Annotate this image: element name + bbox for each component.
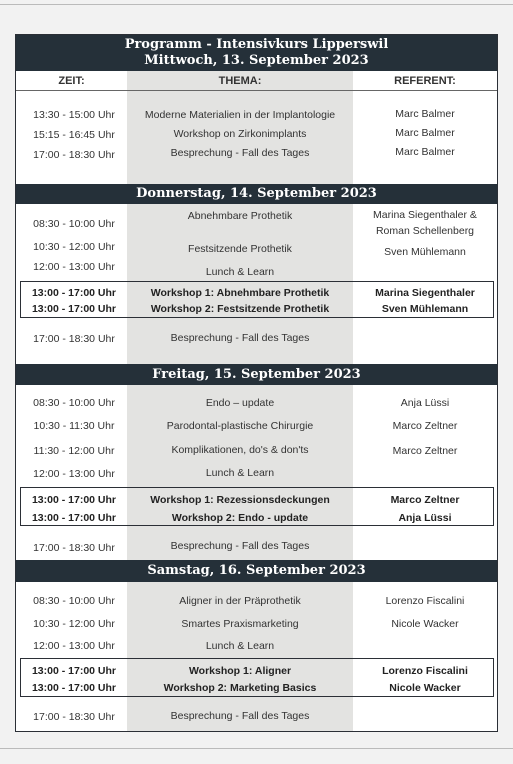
- speaker-cell: Marco Zeltner: [390, 494, 460, 506]
- speaker-cell: Marc Balmer: [395, 108, 455, 120]
- day-title-wed: Mittwoch, 13. September 2023: [144, 53, 369, 68]
- time-cell: 10:30 - 11:30 Uhr: [33, 420, 115, 432]
- time-cell: 08:30 - 10:00 Uhr: [33, 397, 115, 409]
- program-title: Programm - Intensivkurs Lipperswil: [124, 37, 389, 52]
- speaker-cell: Marco Zeltner: [392, 420, 458, 432]
- time-cell: 13:00 - 17:00 Uhr: [31, 682, 117, 694]
- time-cell: 12:00 - 13:00 Uhr: [33, 468, 115, 480]
- speaker-cell: Marc Balmer: [395, 127, 455, 139]
- topic-cell: Workshop 1: Rezessionsdeckungen: [150, 494, 330, 506]
- topic-cell: Workshop 2: Endo - update: [171, 512, 309, 524]
- speaker-cell: Nicole Wacker: [389, 682, 461, 694]
- topic-cell: Besprechung - Fall des Tages: [170, 147, 310, 159]
- day-header-fri: Freitag, 15. September 2023: [16, 364, 497, 385]
- topic-cell: Besprechung - Fall des Tages: [170, 332, 310, 344]
- time-cell: 08:30 - 10:00 Uhr: [33, 218, 115, 230]
- col-time-header: ZEIT:: [58, 75, 85, 87]
- topic-cell: Aligner in der Präprothetik: [179, 595, 301, 607]
- speaker-cell: Marco Zeltner: [392, 445, 458, 457]
- topic-cell: Workshop 1: Aligner: [188, 665, 292, 677]
- time-cell: 13:00 - 17:00 Uhr: [31, 494, 117, 506]
- speaker-cell: Marc Balmer: [395, 146, 455, 158]
- time-cell: 13:30 - 15:00 Uhr: [33, 109, 115, 121]
- topic-cell: Festsitzende Prothetik: [188, 243, 292, 255]
- speaker-cell: Sven Mühlemann: [381, 303, 469, 315]
- speaker-cell: Sven Mühlemann: [384, 246, 466, 258]
- column-headers: [16, 72, 497, 91]
- topic-cell: Workshop on Zirkonimplants: [173, 128, 307, 140]
- speaker-cell: Anja Lüssi: [398, 512, 452, 524]
- topic-cell: Workshop 2: Marketing Basics: [163, 682, 317, 694]
- topic-cell: Moderne Materialien in der Implantologie: [144, 109, 336, 121]
- time-cell: 17:00 - 18:30 Uhr: [33, 333, 115, 345]
- time-cell: 08:30 - 10:00 Uhr: [33, 595, 115, 607]
- topic-cell: Endo – update: [205, 397, 275, 409]
- speaker-cell: Lorenzo Fiscalini: [382, 665, 468, 677]
- speaker-cell: Nicole Wacker: [391, 618, 459, 630]
- topic-cell: Besprechung - Fall des Tages: [170, 540, 310, 552]
- topic-cell: Parodontal-plastische Chirurgie: [166, 420, 314, 432]
- speaker-cell: Marina Siegenthaler &: [373, 209, 477, 221]
- time-cell: 13:00 - 17:00 Uhr: [31, 665, 117, 677]
- col-speaker-header: REFERENT:: [394, 75, 456, 87]
- time-cell: 13:00 - 17:00 Uhr: [31, 512, 117, 524]
- time-cell: 13:00 - 17:00 Uhr: [31, 287, 117, 299]
- time-cell: 17:00 - 18:30 Uhr: [33, 542, 115, 554]
- time-cell: 12:00 - 13:00 Uhr: [33, 640, 115, 652]
- topic-cell: Lunch & Learn: [205, 640, 275, 652]
- day-header-sat: Samstag, 16. September 2023: [16, 560, 497, 582]
- topic-cell: Abnehmbare Prothetik: [187, 210, 293, 222]
- time-cell: 10:30 - 12:00 Uhr: [33, 241, 115, 253]
- topic-cell: Besprechung - Fall des Tages: [170, 710, 310, 722]
- day-header-thu: Donnerstag, 14. September 2023: [16, 184, 497, 204]
- topic-cell: Workshop 1: Abnehmbare Prothetik: [150, 287, 330, 299]
- col-topic-header: THEMA:: [218, 75, 262, 87]
- speaker-cell: Lorenzo Fiscalini: [385, 595, 465, 607]
- time-cell: 15:15 - 16:45 Uhr: [33, 129, 115, 141]
- time-cell: 17:00 - 18:30 Uhr: [33, 149, 115, 161]
- top-divider: [0, 4, 513, 5]
- topic-cell: Lunch & Learn: [205, 467, 275, 479]
- bottom-divider: [0, 748, 513, 749]
- time-cell: 13:00 - 17:00 Uhr: [31, 303, 117, 315]
- program-header: [16, 35, 497, 71]
- program-table: [15, 34, 498, 732]
- time-cell: 12:00 - 13:00 Uhr: [33, 261, 115, 273]
- speaker-cell: Roman Schellenberg: [375, 225, 475, 237]
- topic-cell: Workshop 2: Festsitzende Prothetik: [150, 303, 330, 315]
- time-cell: 17:00 - 18:30 Uhr: [33, 711, 115, 723]
- topic-cell: Lunch & Learn: [205, 266, 275, 278]
- speaker-cell: Anja Lüssi: [400, 397, 450, 409]
- topic-cell: Komplikationen, do's & don'ts: [171, 444, 309, 456]
- topic-cell: Smartes Praxismarketing: [181, 618, 299, 630]
- time-cell: 11:30 - 12:00 Uhr: [33, 445, 115, 457]
- time-cell: 10:30 - 12:00 Uhr: [33, 618, 115, 630]
- speaker-cell: Marina Siegenthaler: [375, 287, 475, 299]
